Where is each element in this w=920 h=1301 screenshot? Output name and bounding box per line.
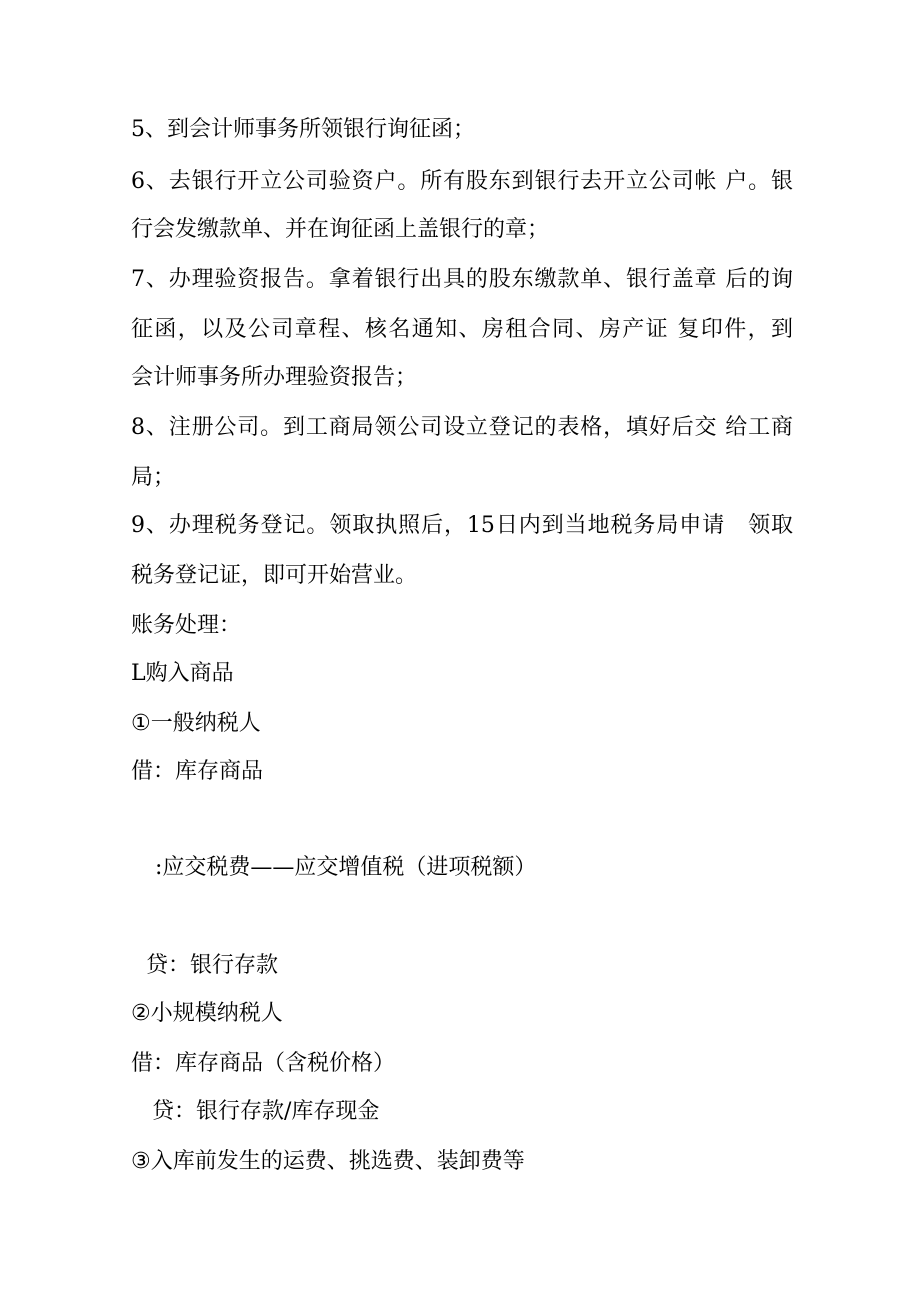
- text-line-9: 9、办理税务登记。领取执照后，15日内到当地税务局申请 领取: [131, 513, 793, 538]
- debit-entry-3: 借：库存商品（含税价格）: [131, 1051, 396, 1076]
- text-line-2: 6、去银行开立公司验资户。所有股东到银行去开立公司帐 户。银: [131, 169, 793, 194]
- debit-entry-2: :应交税费——应交增值税（进项税额）: [155, 855, 537, 880]
- item-general-taxpayer: ①一般纳税人: [131, 711, 261, 736]
- text-line-8: 局；: [131, 465, 176, 490]
- text-line-1: 5、到会计师事务所领银行询征函；: [131, 117, 475, 142]
- section-heading: 账务处理：: [131, 613, 242, 638]
- text-line-10: 税务登记证，即可开始营业。: [131, 563, 418, 588]
- text-line-7: 8、注册公司。到工商局领公司设立登记的表格，填好后交 给工商: [131, 415, 793, 440]
- text-line-5: 征函，以及公司章程、核名通知、房租合同、房产证 复印件，到: [131, 317, 793, 342]
- credit-entry-1: 贷：银行存款: [146, 953, 279, 978]
- text-line-3: 行会发缴款单、并在询征函上盖银行的章；: [131, 217, 550, 242]
- subheading-purchase: L购入商品: [131, 661, 234, 686]
- text-line-6: 会计师事务所办理验资报告；: [131, 365, 418, 390]
- item-pre-storage-costs: ③入库前发生的运费、挑选费、装卸费等: [131, 1149, 525, 1174]
- credit-entry-2: 贷：银行存款/库存现金: [152, 1099, 380, 1124]
- text-line-4: 7、办理验资报告。拿着银行出具的股东缴款单、银行盖章 后的询: [131, 267, 793, 292]
- debit-entry-1: 借：库存商品: [131, 759, 264, 784]
- item-small-taxpayer: ②小规模纳税人: [131, 1001, 283, 1026]
